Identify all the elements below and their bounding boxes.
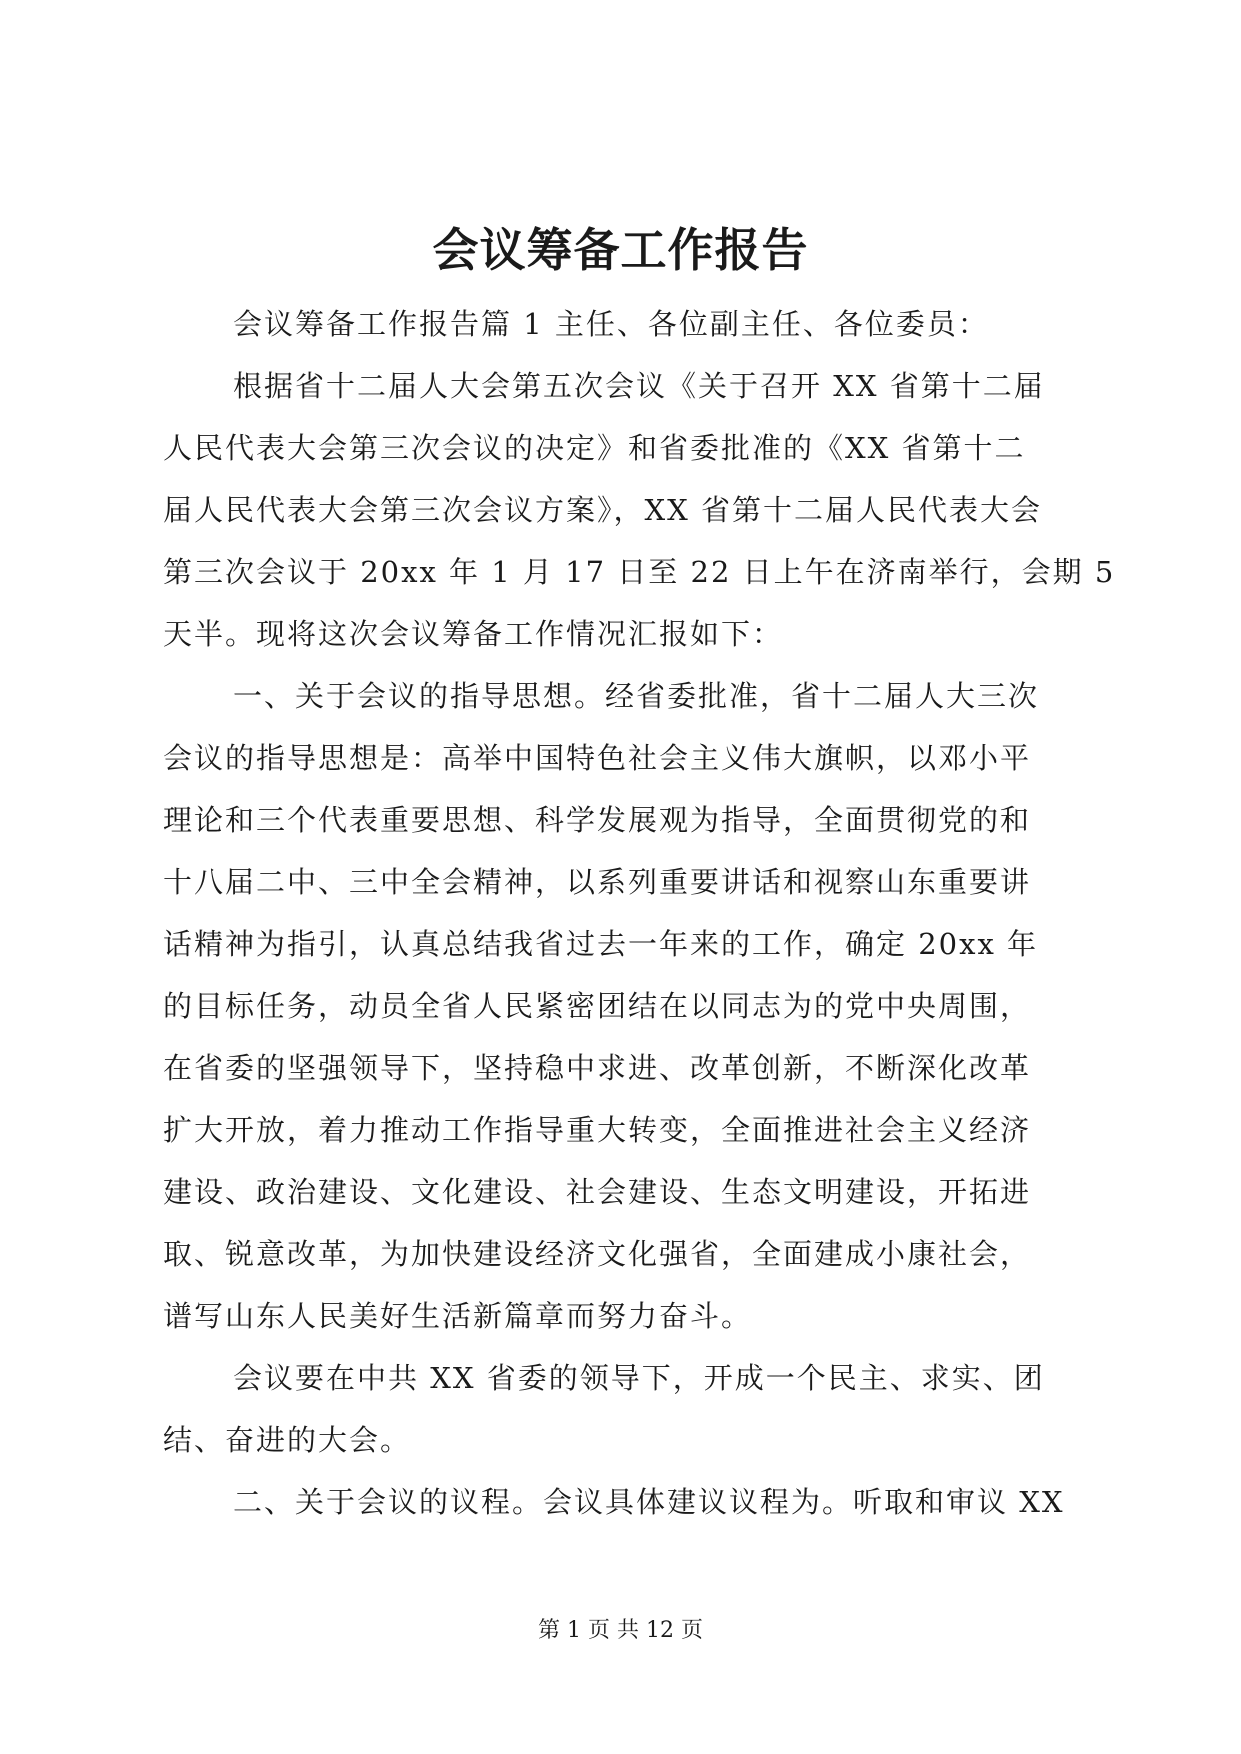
document-body xyxy=(163,293,1116,1533)
paragraph-line: 十八届二中、三中全会精神，以系列重要讲话和视察山东重要讲 xyxy=(163,865,1032,899)
paragraph-line: 建设、政治建设、文化建设、社会建设、生态文明建设，开拓进 xyxy=(163,1175,1032,1209)
paragraph-line: 会议要在中共 XX 省委的领导下，开成一个民主、求实、团 xyxy=(233,1361,1045,1395)
paragraph-line: 扩大开放，着力推动工作指导重大转变，全面推进社会主义经济 xyxy=(163,1113,1032,1147)
paragraph-line: 人民代表大会第三次会议的决定》和省委批准的《XX 省第十二 xyxy=(163,431,1026,465)
paragraph-line: 二、关于会议的议程。会议具体建议议程为。听取和审议 XX xyxy=(233,1485,1065,1519)
paragraph-line: 取、锐意改革，为加快建设经济文化强省，全面建成小康社会， xyxy=(163,1237,1032,1271)
paragraph-line: 会议的指导思想是：高举中国特色社会主义伟大旗帜，以邓小平 xyxy=(163,741,1032,775)
paragraph-line: 第三次会议于 20xx 年 1 月 17 日至 22 日上午在济南举行，会期 5 xyxy=(163,555,1116,589)
paragraph-line: 谱写山东人民美好生活新篇章而努力奋斗。 xyxy=(163,1299,753,1333)
paragraph-line: 届人民代表大会第三次会议方案》，XX 省第十二届人民代表大会 xyxy=(163,493,1043,527)
paragraph-line: 的目标任务，动员全省人民紧密团结在以同志为的党中央周围， xyxy=(163,989,1032,1023)
paragraph-line: 根据省十二届人大会第五次会议《关于召开 XX 省第十二届 xyxy=(233,369,1045,403)
page-number-footer: 第 1 页 共 12 页 xyxy=(538,1618,703,1643)
paragraph-line: 一、关于会议的指导思想。经省委批准，省十二届人大三次 xyxy=(233,679,1040,713)
paragraph-line: 理论和三个代表重要思想、科学发展观为指导，全面贯彻党的和 xyxy=(163,803,1032,837)
paragraph-line: 在省委的坚强领导下，坚持稳中求进、改革创新，不断深化改革 xyxy=(163,1051,1032,1085)
paragraph-line: 会议筹备工作报告篇 1 主任、各位副主任、各位委员： xyxy=(233,307,989,341)
document-title: 会议筹备工作报告 xyxy=(432,223,809,277)
paragraph-line: 话精神为指引，认真总结我省过去一年来的工作，确定 20xx 年 xyxy=(163,927,1039,961)
paragraph-line: 天半。现将这次会议筹备工作情况汇报如下： xyxy=(163,617,784,651)
paragraph-line: 结、奋进的大会。 xyxy=(163,1423,412,1457)
